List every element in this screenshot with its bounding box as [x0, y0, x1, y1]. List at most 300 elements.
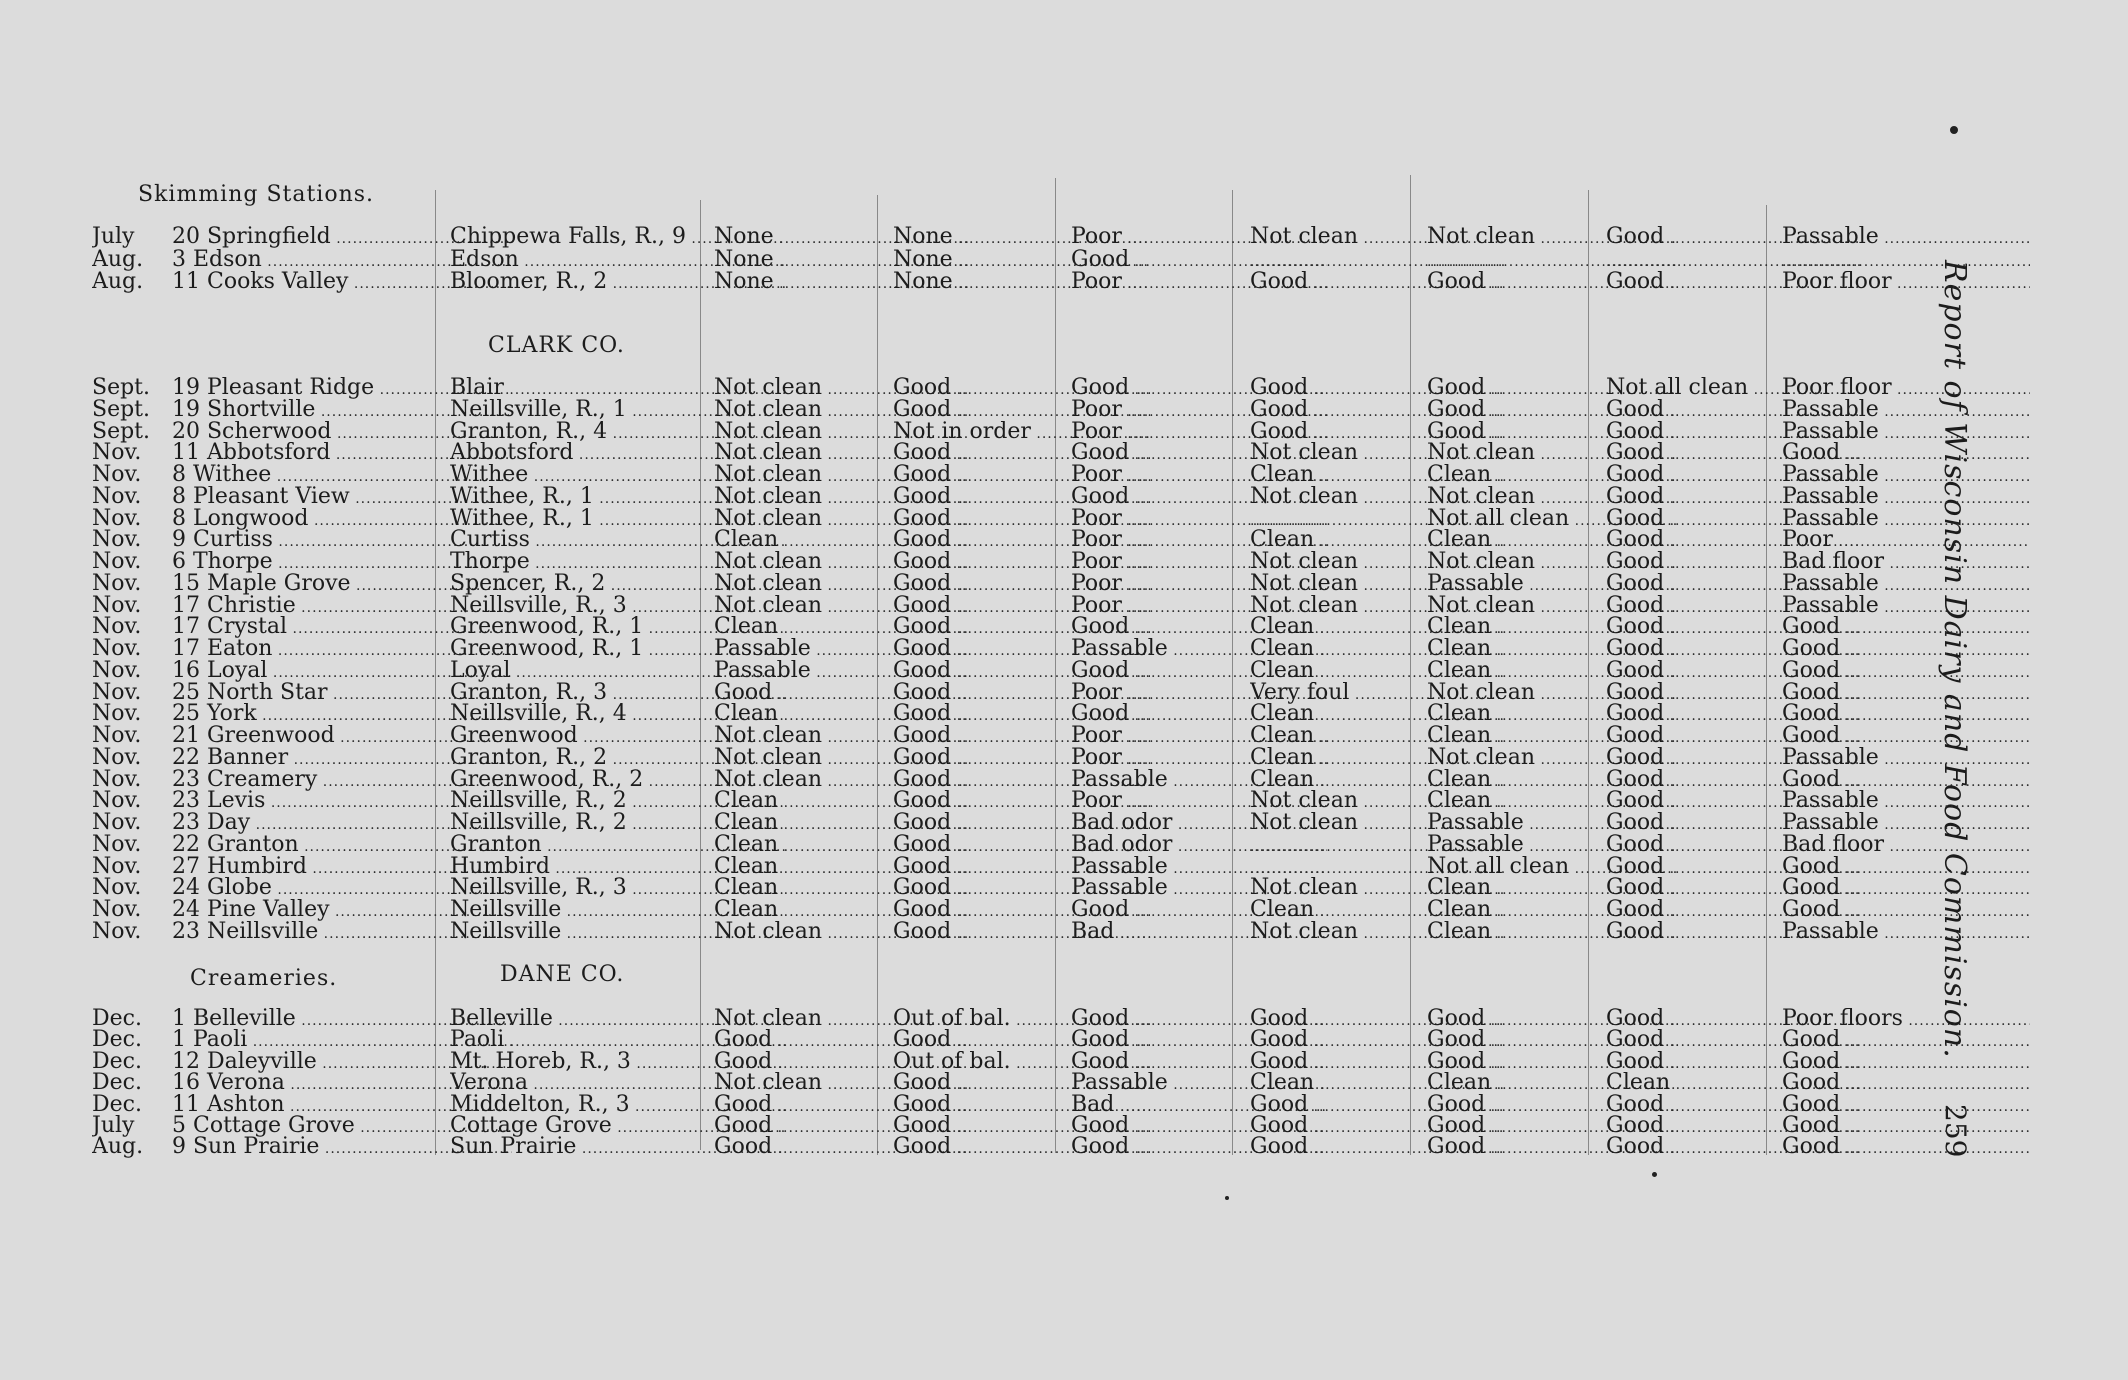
- condition-col-3: Good .....: [1071, 660, 1327, 682]
- condition-col-4: Clean .....: [1250, 703, 1504, 725]
- station-name: 11 Ashton .....: [172, 1094, 512, 1116]
- condition-col-7: Poor .....: [1782, 529, 2030, 551]
- table-row: [92, 1008, 1942, 1030]
- condition-col-4: Not clean .....: [1250, 442, 1504, 464]
- post-office: Mt. Horeb, R., 3 .....: [450, 1051, 785, 1073]
- condition-col-1: Not clean .....: [714, 464, 969, 486]
- condition-col-4: Clean .....: [1250, 1072, 1504, 1094]
- date-month: Aug.: [92, 249, 144, 271]
- condition-col-5: Good .....: [1427, 399, 1678, 421]
- station-name: 8 Withee .....: [172, 464, 512, 486]
- condition-col-5: Clean .....: [1427, 877, 1678, 899]
- section-type-label: Creameries.: [190, 966, 338, 991]
- condition-col-7: Passable .....: [1782, 508, 2030, 530]
- post-office: Thorpe .....: [450, 551, 785, 573]
- condition-col-5: Not clean .....: [1427, 226, 1678, 248]
- condition-col-6: Good .....: [1606, 573, 1860, 595]
- condition-col-3: Passable .....: [1071, 638, 1327, 660]
- condition-col-7: [1782, 249, 2030, 271]
- date-month: Dec.: [92, 1051, 142, 1073]
- condition-col-7: Poor floor .....: [1782, 377, 2030, 399]
- date-month: Nov.: [92, 508, 142, 530]
- condition-col-4: Not clean .....: [1250, 877, 1504, 899]
- condition-col-3: Passable .....: [1071, 1072, 1327, 1094]
- condition-col-4: Clean .....: [1250, 769, 1504, 791]
- condition-col-6: Good .....: [1606, 399, 1860, 421]
- condition-col-3: Poor .....: [1071, 464, 1327, 486]
- station-name: 9 Curtiss .....: [172, 529, 512, 551]
- condition-col-2: Good .....: [893, 725, 1150, 747]
- condition-col-5: Clean .....: [1427, 725, 1678, 747]
- date-month: Nov.: [92, 638, 142, 660]
- condition-col-3: Poor .....: [1071, 421, 1327, 443]
- condition-col-7: Good .....: [1782, 703, 2030, 725]
- post-office: Granton, R., 2 .....: [450, 747, 785, 769]
- condition-col-3: Poor .....: [1071, 529, 1327, 551]
- table-row: [92, 616, 1942, 638]
- condition-col-1: Not clean .....: [714, 399, 969, 421]
- condition-col-7: Bad floor .....: [1782, 551, 2030, 573]
- condition-col-1: None .....: [714, 271, 969, 293]
- condition-col-6: Good .....: [1606, 790, 1860, 812]
- date-month: July: [92, 226, 135, 248]
- condition-col-6: Good .....: [1606, 877, 1860, 899]
- condition-col-2: Good .....: [893, 877, 1150, 899]
- condition-col-2: Good .....: [893, 790, 1150, 812]
- condition-col-7: Passable .....: [1782, 421, 2030, 443]
- condition-col-7: Good .....: [1782, 638, 2030, 660]
- condition-col-6: Good .....: [1606, 529, 1860, 551]
- post-office: Loyal .....: [450, 660, 785, 682]
- condition-col-7: Passable .....: [1782, 747, 2030, 769]
- condition-col-5: Clean .....: [1427, 790, 1678, 812]
- condition-col-6: Good .....: [1606, 660, 1860, 682]
- table-row: [92, 595, 1942, 617]
- condition-col-5: Good .....: [1427, 377, 1678, 399]
- condition-col-1: None .....: [714, 249, 969, 271]
- condition-col-1: Not clean .....: [714, 595, 969, 617]
- condition-col-6: Good .....: [1606, 834, 1860, 856]
- condition-col-7: Passable .....: [1782, 486, 2030, 508]
- date-month: Nov.: [92, 921, 142, 943]
- condition-col-3: Good .....: [1071, 1029, 1327, 1051]
- condition-col-6: Good .....: [1606, 725, 1860, 747]
- post-office: Belleville .....: [450, 1008, 785, 1030]
- date-month: Nov.: [92, 834, 142, 856]
- condition-col-1: Good .....: [714, 1094, 969, 1116]
- condition-col-2: None .....: [893, 249, 1150, 271]
- post-office: Withee .....: [450, 464, 785, 486]
- section-type-label: Skimming Stations.: [138, 182, 375, 207]
- condition-col-6: Good .....: [1606, 421, 1860, 443]
- date-month: Nov.: [92, 769, 142, 791]
- table-row: [92, 226, 1942, 248]
- condition-col-3: Poor .....: [1071, 573, 1327, 595]
- condition-col-1: Not clean .....: [714, 921, 969, 943]
- condition-col-6: Good .....: [1606, 769, 1860, 791]
- condition-col-1: Not clean .....: [714, 551, 969, 573]
- post-office: Granton .....: [450, 834, 785, 856]
- post-office: Neillsville .....: [450, 899, 785, 921]
- table-row: [92, 1029, 1942, 1051]
- condition-col-4: Not clean .....: [1250, 573, 1504, 595]
- condition-col-4: Clean .....: [1250, 638, 1504, 660]
- condition-col-1: Not clean .....: [714, 769, 969, 791]
- condition-col-4: Not clean .....: [1250, 921, 1504, 943]
- station-name: 23 Neillsville .....: [172, 921, 512, 943]
- post-office: Blair .....: [450, 377, 785, 399]
- condition-col-7: Good .....: [1782, 1136, 2030, 1158]
- date-month: Dec.: [92, 1072, 142, 1094]
- condition-col-4: Good .....: [1250, 421, 1504, 443]
- condition-col-1: None .....: [714, 226, 969, 248]
- condition-col-7: Passable .....: [1782, 464, 2030, 486]
- condition-col-4: Not clean .....: [1250, 551, 1504, 573]
- table-row: [92, 529, 1942, 551]
- condition-col-7: Good .....: [1782, 769, 2030, 791]
- condition-col-5: Passable .....: [1427, 834, 1678, 856]
- condition-col-2: Good .....: [893, 1115, 1150, 1137]
- condition-col-1: Not clean .....: [714, 1008, 969, 1030]
- condition-col-1: Good .....: [714, 682, 969, 704]
- condition-col-3: Good .....: [1071, 703, 1327, 725]
- condition-col-4: Good .....: [1250, 1051, 1504, 1073]
- condition-col-2: None .....: [893, 226, 1150, 248]
- condition-col-1: Clean .....: [714, 877, 969, 899]
- table-row: [92, 442, 1942, 464]
- condition-col-4: Clean .....: [1250, 660, 1504, 682]
- condition-col-7: Passable .....: [1782, 595, 2030, 617]
- station-name: 15 Maple Grove .....: [172, 573, 512, 595]
- station-name: 19 Pleasant Ridge .....: [172, 377, 512, 399]
- condition-col-5: Clean .....: [1427, 921, 1678, 943]
- table-row: [92, 271, 1942, 293]
- date-month: Nov.: [92, 703, 142, 725]
- condition-col-2: Good .....: [893, 899, 1150, 921]
- station-name: 3 Edson .....: [172, 249, 512, 271]
- condition-col-6: Good .....: [1606, 486, 1860, 508]
- station-name: 22 Banner .....: [172, 747, 512, 769]
- condition-col-4: Good .....: [1250, 1136, 1504, 1158]
- condition-col-6: Good .....: [1606, 1094, 1860, 1116]
- post-office: Middelton, R., 3 .....: [450, 1094, 785, 1116]
- post-office: Verona .....: [450, 1072, 785, 1094]
- condition-col-3: Poor .....: [1071, 271, 1327, 293]
- post-office: Withee, R., 1 .....: [450, 508, 785, 530]
- post-office: Neillsville .....: [450, 921, 785, 943]
- condition-col-7: Passable .....: [1782, 399, 2030, 421]
- date-month: July: [92, 1115, 135, 1137]
- post-office: Neillsville, R., 3 .....: [450, 595, 785, 617]
- condition-col-5: Clean .....: [1427, 616, 1678, 638]
- date-month: Nov.: [92, 790, 142, 812]
- date-month: Nov.: [92, 725, 142, 747]
- table-row: [92, 747, 1942, 769]
- condition-col-1: Clean .....: [714, 790, 969, 812]
- table-row: [92, 790, 1942, 812]
- table-row: [92, 834, 1942, 856]
- table-row: [92, 464, 1942, 486]
- date-month: Aug.: [92, 1136, 144, 1158]
- condition-col-1: Not clean .....: [714, 747, 969, 769]
- station-name: 25 York .....: [172, 703, 512, 725]
- condition-col-6: Good .....: [1606, 271, 1860, 293]
- date-month: Nov.: [92, 442, 142, 464]
- condition-col-1: Clean .....: [714, 616, 969, 638]
- page-number: 259: [1939, 1104, 1972, 1158]
- station-name: 17 Crystal .....: [172, 616, 512, 638]
- condition-col-1: Clean .....: [714, 529, 969, 551]
- table-row: [92, 1136, 1942, 1158]
- table-row: [92, 682, 1942, 704]
- condition-col-4: Good .....: [1250, 1094, 1504, 1116]
- condition-col-2: Out of bal. .....: [893, 1051, 1150, 1073]
- station-name: 22 Granton .....: [172, 834, 512, 856]
- condition-col-3: Poor .....: [1071, 790, 1327, 812]
- station-name: 16 Loyal .....: [172, 660, 512, 682]
- condition-col-1: Not clean .....: [714, 486, 969, 508]
- condition-col-2: Good .....: [893, 1029, 1150, 1051]
- date-month: Nov.: [92, 551, 142, 573]
- station-name: 23 Levis .....: [172, 790, 512, 812]
- condition-col-6: Good .....: [1606, 464, 1860, 486]
- condition-col-1: Clean .....: [714, 703, 969, 725]
- condition-col-3: Passable .....: [1071, 877, 1327, 899]
- table-row: [92, 638, 1942, 660]
- condition-col-5: Passable .....: [1427, 573, 1678, 595]
- condition-col-7: Good .....: [1782, 1029, 2030, 1051]
- condition-col-6: Good .....: [1606, 812, 1860, 834]
- condition-col-7: Good .....: [1782, 682, 2030, 704]
- condition-col-1: Not clean .....: [714, 442, 969, 464]
- condition-col-5: Not clean .....: [1427, 595, 1678, 617]
- date-month: Nov.: [92, 660, 142, 682]
- condition-col-7: Bad floor .....: [1782, 834, 2030, 856]
- condition-col-5: Not clean .....: [1427, 747, 1678, 769]
- condition-col-5: Good .....: [1427, 1136, 1678, 1158]
- condition-col-3: Poor .....: [1071, 747, 1327, 769]
- station-name: 19 Shortville .....: [172, 399, 512, 421]
- condition-col-4: Good .....: [1250, 399, 1504, 421]
- station-name: 5 Cottage Grove .....: [172, 1115, 512, 1137]
- condition-col-2: Good .....: [893, 573, 1150, 595]
- table-row: [92, 921, 1942, 943]
- condition-col-7: Good .....: [1782, 1072, 2030, 1094]
- condition-col-4: Clean .....: [1250, 899, 1504, 921]
- date-month: Nov.: [92, 573, 142, 595]
- condition-col-1: Clean .....: [714, 812, 969, 834]
- condition-col-4: Good .....: [1250, 1029, 1504, 1051]
- station-name: 1 Paoli .....: [172, 1029, 512, 1051]
- condition-col-4: Good .....: [1250, 1008, 1504, 1030]
- post-office: Bloomer, R., 2 .....: [450, 271, 785, 293]
- station-name: 17 Christie .....: [172, 595, 512, 617]
- condition-col-7: Good .....: [1782, 660, 2030, 682]
- condition-col-6: Good .....: [1606, 595, 1860, 617]
- condition-col-2: Good .....: [893, 1136, 1150, 1158]
- condition-col-6: Clean .....: [1606, 1072, 1860, 1094]
- station-name: 27 Humbird .....: [172, 856, 512, 878]
- condition-col-5: Good .....: [1427, 1115, 1678, 1137]
- condition-col-3: Bad .....: [1071, 1094, 1327, 1116]
- condition-col-5: Clean .....: [1427, 769, 1678, 791]
- post-office: Neillsville, R., 2 .....: [450, 790, 785, 812]
- date-month: Dec.: [92, 1029, 142, 1051]
- condition-col-7: Good .....: [1782, 899, 2030, 921]
- condition-col-5: Clean .....: [1427, 529, 1678, 551]
- condition-col-5: Clean .....: [1427, 660, 1678, 682]
- station-name: 25 North Star .....: [172, 682, 512, 704]
- condition-col-4: Clean .....: [1250, 747, 1504, 769]
- condition-col-1: Clean .....: [714, 834, 969, 856]
- station-name: 20 Springfield .....: [172, 226, 512, 248]
- condition-col-4: Clean .....: [1250, 529, 1504, 551]
- condition-col-2: None .....: [893, 271, 1150, 293]
- post-office: Abbotsford .....: [450, 442, 785, 464]
- condition-col-3: Poor .....: [1071, 725, 1327, 747]
- condition-col-1: Clean .....: [714, 899, 969, 921]
- condition-col-7: Good .....: [1782, 877, 2030, 899]
- condition-col-5: Not clean .....: [1427, 442, 1678, 464]
- condition-col-3: Passable .....: [1071, 769, 1327, 791]
- table-row: [92, 508, 1942, 530]
- condition-col-5: Not all clean .....: [1427, 508, 1678, 530]
- county-heading: DANE CO.: [500, 962, 625, 987]
- table-row: [92, 1072, 1942, 1094]
- station-name: 20 Scherwood .....: [172, 421, 512, 443]
- condition-col-2: Good .....: [893, 551, 1150, 573]
- station-name: 11 Abbotsford .....: [172, 442, 512, 464]
- condition-col-3: Good .....: [1071, 616, 1327, 638]
- condition-col-3: Good .....: [1071, 1115, 1327, 1137]
- condition-col-6: Good .....: [1606, 1008, 1860, 1030]
- running-head: Report of Wisconsin Dairy and Food Commission.: [1937, 260, 1972, 1059]
- condition-col-4: Not clean .....: [1250, 595, 1504, 617]
- condition-col-7: Passable .....: [1782, 812, 2030, 834]
- post-office: Neillsville, R., 2 .....: [450, 812, 785, 834]
- condition-col-6: Good .....: [1606, 551, 1860, 573]
- condition-col-2: Good .....: [893, 377, 1150, 399]
- table-row: [92, 725, 1942, 747]
- condition-col-7: Good .....: [1782, 442, 2030, 464]
- post-office: Neillsville, R., 3 .....: [450, 877, 785, 899]
- table-row: [92, 812, 1942, 834]
- station-name: 11 Cooks Valley .....: [172, 271, 512, 293]
- post-office: Edson .....: [450, 249, 785, 271]
- table-row: [92, 249, 1942, 271]
- condition-col-5: Good .....: [1427, 1051, 1678, 1073]
- condition-col-7: Passable .....: [1782, 226, 2030, 248]
- condition-col-3: Poor .....: [1071, 595, 1327, 617]
- condition-col-3: Passable .....: [1071, 856, 1327, 878]
- post-office: Paoli .....: [450, 1029, 785, 1051]
- condition-col-7: Poor floor .....: [1782, 271, 2030, 293]
- condition-col-4: Not clean .....: [1250, 790, 1504, 812]
- condition-col-1: Not clean .....: [714, 508, 969, 530]
- condition-col-7: Good .....: [1782, 1051, 2030, 1073]
- condition-col-5: Not clean .....: [1427, 486, 1678, 508]
- condition-col-6: Good .....: [1606, 703, 1860, 725]
- date-month: Nov.: [92, 529, 142, 551]
- condition-col-6: Good .....: [1606, 1029, 1860, 1051]
- post-office: Neillsville, R., 4 .....: [450, 703, 785, 725]
- condition-col-3: Good .....: [1071, 899, 1327, 921]
- condition-col-3: Bad .....: [1071, 921, 1327, 943]
- table-row: [92, 486, 1942, 508]
- condition-col-7: Good .....: [1782, 616, 2030, 638]
- post-office: Cottage Grove .....: [450, 1115, 785, 1137]
- post-office: Greenwood, R., 2 .....: [450, 769, 785, 791]
- date-month: Nov.: [92, 856, 142, 878]
- condition-col-7: Good .....: [1782, 725, 2030, 747]
- table-row: [92, 703, 1942, 725]
- condition-col-1: Good .....: [714, 1051, 969, 1073]
- condition-col-5: Passable .....: [1427, 812, 1678, 834]
- condition-col-4: Not clean .....: [1250, 486, 1504, 508]
- condition-col-7: Good .....: [1782, 1115, 2030, 1137]
- table-row: [92, 1094, 1942, 1116]
- condition-col-6: Good .....: [1606, 1136, 1860, 1158]
- table-row: [92, 421, 1942, 443]
- condition-col-2: Good .....: [893, 747, 1150, 769]
- station-name: 23 Creamery .....: [172, 769, 512, 791]
- condition-col-3: Good .....: [1071, 1136, 1327, 1158]
- condition-col-2: Good .....: [893, 529, 1150, 551]
- condition-col-5: Clean .....: [1427, 899, 1678, 921]
- table-row: [92, 573, 1942, 595]
- condition-col-2: Good .....: [893, 660, 1150, 682]
- station-name: 9 Sun Prairie .....: [172, 1136, 512, 1158]
- condition-col-6: Good .....: [1606, 638, 1860, 660]
- condition-col-6: Good .....: [1606, 226, 1860, 248]
- date-month: Nov.: [92, 486, 142, 508]
- condition-col-6: Good .....: [1606, 1115, 1860, 1137]
- condition-col-6: Good .....: [1606, 682, 1860, 704]
- date-month: Nov.: [92, 899, 142, 921]
- date-month: Nov.: [92, 877, 142, 899]
- condition-col-5: Clean .....: [1427, 1072, 1678, 1094]
- date-month: Nov.: [92, 616, 142, 638]
- condition-col-1: Good .....: [714, 1136, 969, 1158]
- condition-col-2: Good .....: [893, 682, 1150, 704]
- date-month: Nov.: [92, 682, 142, 704]
- condition-col-3: Poor .....: [1071, 399, 1327, 421]
- condition-col-6: Good .....: [1606, 1051, 1860, 1073]
- condition-col-3: Bad odor .....: [1071, 834, 1327, 856]
- condition-col-7: Passable .....: [1782, 573, 2030, 595]
- condition-col-3: Good .....: [1071, 1008, 1327, 1030]
- station-name: 24 Globe .....: [172, 877, 512, 899]
- condition-col-4: Not clean .....: [1250, 812, 1504, 834]
- condition-col-2: Good .....: [893, 616, 1150, 638]
- ink-speck: [1950, 126, 1958, 134]
- condition-col-6: Good .....: [1606, 616, 1860, 638]
- condition-col-1: Passable .....: [714, 638, 969, 660]
- post-office: Greenwood .....: [450, 725, 785, 747]
- post-office: Chippewa Falls, R., 9 .....: [450, 226, 785, 248]
- date-month: Aug.: [92, 271, 144, 293]
- condition-col-3: Good .....: [1071, 442, 1327, 464]
- condition-col-2: Good .....: [893, 442, 1150, 464]
- condition-col-1: Good .....: [714, 1029, 969, 1051]
- date-month: Dec.: [92, 1094, 142, 1116]
- condition-col-6: Good .....: [1606, 747, 1860, 769]
- condition-col-3: Poor .....: [1071, 682, 1327, 704]
- condition-col-6: Good .....: [1606, 921, 1860, 943]
- condition-col-3: Poor .....: [1071, 508, 1327, 530]
- condition-col-1: Good .....: [714, 1115, 969, 1137]
- table-row: [92, 769, 1942, 791]
